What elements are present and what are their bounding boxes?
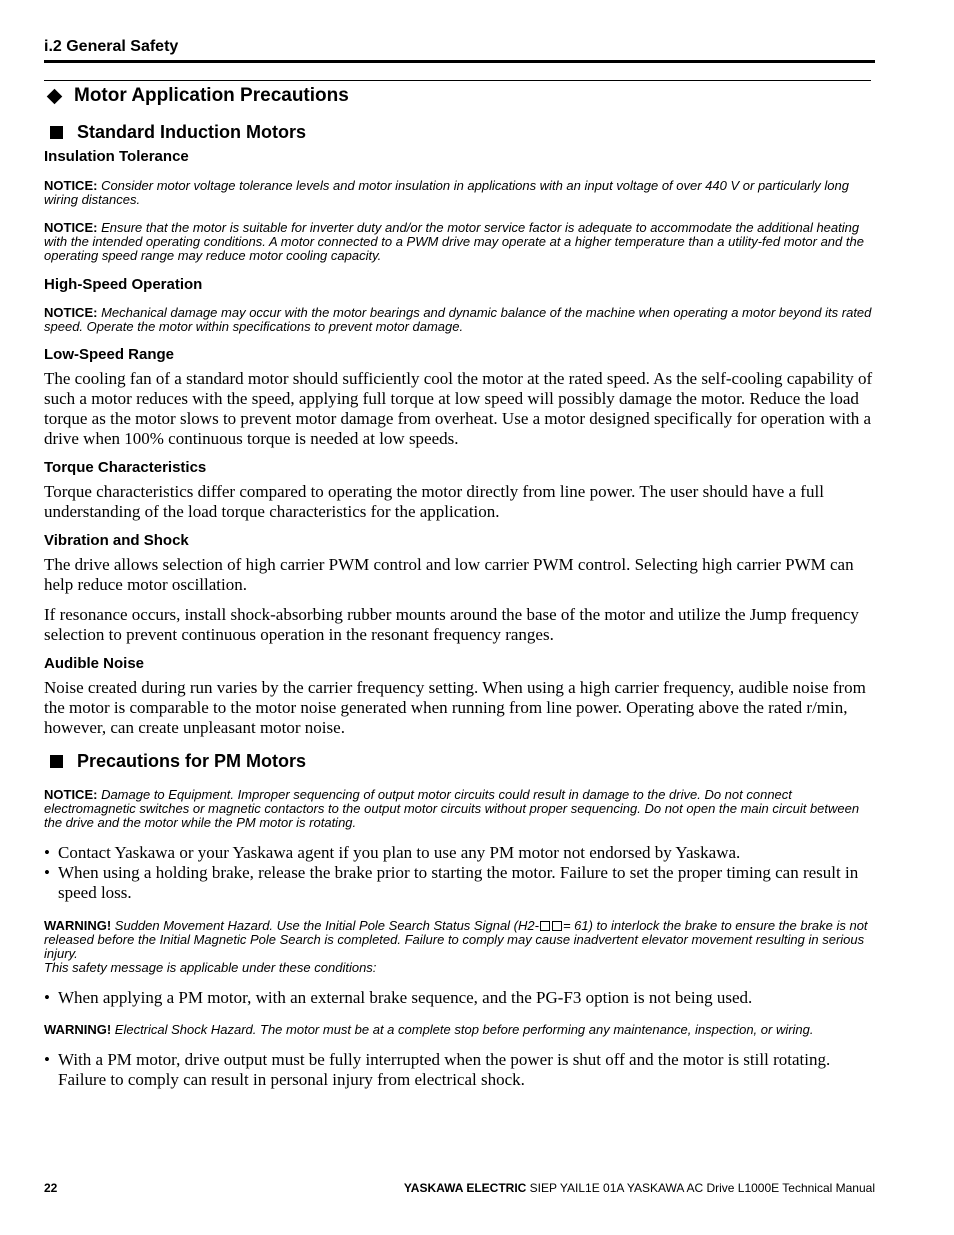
list-item: • When using a holding brake, release the brake prior to starting the motor. Failure to set the proper timing can result in speed loss.	[44, 863, 859, 902]
warning-electrical-shock: WARNING! Electrical Shock Hazard. The motor must be at a complete stop before performing any maintenance, inspection, or wiring.	[44, 1022, 814, 1037]
heading-insulation: Insulation Tolerance	[44, 148, 189, 165]
notice-insulation-1: NOTICE: Consider motor voltage tolerance levels and motor insulation in applications with an input voltage of over 440 V or particularly long wiring distances.	[44, 178, 849, 207]
notice-insulation-2: NOTICE: Ensure that the motor is suitable for inverter duty and/or the motor service factor is adequate to accommodate the additional heating with the intended operating conditions. A motor connected to a PWM drive may operate at a higher temperature than a utility-fed motor and the operating speed range may reduce motor cooling capacity.	[44, 220, 864, 263]
notice-pm-equipment: NOTICE: Damage to Equipment. Improper sequencing of output motor circuits could result in damage to the drive. Do not connect electromagnetic switches or magnetic contactors to the output motor circuits without proper sequencing. Do not open the main circuit between the drive and the motor while the PM motor is rotating.	[44, 787, 860, 830]
placeholder-box-icon	[552, 921, 562, 931]
placeholder-box-icon	[540, 921, 550, 931]
section-rule	[44, 80, 871, 81]
text-low-speed: The cooling fan of a standard motor should sufficiently cool the motor at the rated speed. As the self-cooling capability of such a motor reduces with the speed, applying full torque at low speed will possibly damage the motor. Reduce the load torque as the motor slows to prevent motor damage from overheat. Use a motor designed specifically for operation with a drive when 100% continuous torque is needed at low speeds.	[44, 369, 873, 448]
pm-shock-list	[44, 1050, 875, 1090]
list-item: • When applying a PM motor, with an external brake sequence, and the PG-F3 option is not being used.	[44, 988, 753, 1007]
page-content	[44, 84, 875, 1090]
footer-doc-title: YASKAWA ELECTRIC SIEP YAIL1E 01A YASKAWA AC Drive L1000E Technical Manual	[403, 1181, 875, 1195]
text-audible-noise: Noise created during run varies by the carrier frequency setting. When using a high carrier frequency, audible noise from the motor is comparable to the motor noise generated when running from line power. Operating above the rated r/min, however, can create unpleasant motor noise.	[44, 678, 866, 737]
subsection-title-standard: Standard Induction Motors	[44, 121, 875, 143]
list-item: • With a PM motor, drive output must be fully interrupted when the power is shut off and the motor is still rotating. Failure to comply can result in personal injury from electrical shock.	[44, 1050, 831, 1089]
heading-low-speed: Low-Speed Range	[44, 346, 175, 363]
subsection-title-pm: Precautions for PM Motors	[44, 750, 875, 772]
running-head: i.2 General Safety	[44, 38, 179, 55]
heading-torque: Torque Characteristics	[44, 459, 207, 476]
text-torque: Torque characteristics differ compared to operating the motor directly from line power. The user should have a full understanding of the load torque characteristics for the application.	[44, 482, 824, 521]
notice-high-speed: NOTICE: Mechanical damage may occur with the motor bearings and dynamic balance of the machine when operating a motor beyond its rated speed. Operate the motor within specifications to prevent motor damage.	[44, 305, 872, 334]
section-title: Motor Application Precautions	[44, 84, 875, 108]
square-bullet-icon	[50, 126, 63, 139]
diamond-bullet-icon	[47, 88, 63, 104]
square-bullet-icon	[50, 755, 63, 768]
text-vibration-1: The drive allows selection of high carrier PWM control and low carrier PWM control. Selecting high carrier PWM can help reduce motor oscillation.	[44, 555, 854, 594]
page-number: 22	[44, 1181, 58, 1195]
header-rule	[44, 60, 875, 63]
text-vibration-2: If resonance occurs, install shock-absorbing rubber mounts around the base of the motor and utilize the Jump frequency selection to prevent continuous operation in the resonant frequency ranges.	[44, 605, 859, 644]
pm-condition-list	[44, 988, 875, 1008]
heading-high-speed: High-Speed Operation	[44, 276, 203, 293]
warning-sudden-movement: WARNING! Sudden Movement Hazard. Use the Initial Pole Search Status Signal (H2- = 61) to interlock the brake to ensure the brake is not released before the Initial Magnetic Pole Search is completed. Failure to comply may cause inadvertent elevator movement resulting in serious injury. This safety message is applicable under these conditions:	[44, 918, 868, 975]
pm-bullet-list	[44, 843, 875, 903]
heading-vibration: Vibration and Shock	[44, 532, 189, 549]
list-item: • Contact Yaskawa or your Yaskawa agent if you plan to use any PM motor not endorsed by Yaskawa.	[44, 843, 741, 862]
heading-audible-noise: Audible Noise	[44, 655, 145, 672]
